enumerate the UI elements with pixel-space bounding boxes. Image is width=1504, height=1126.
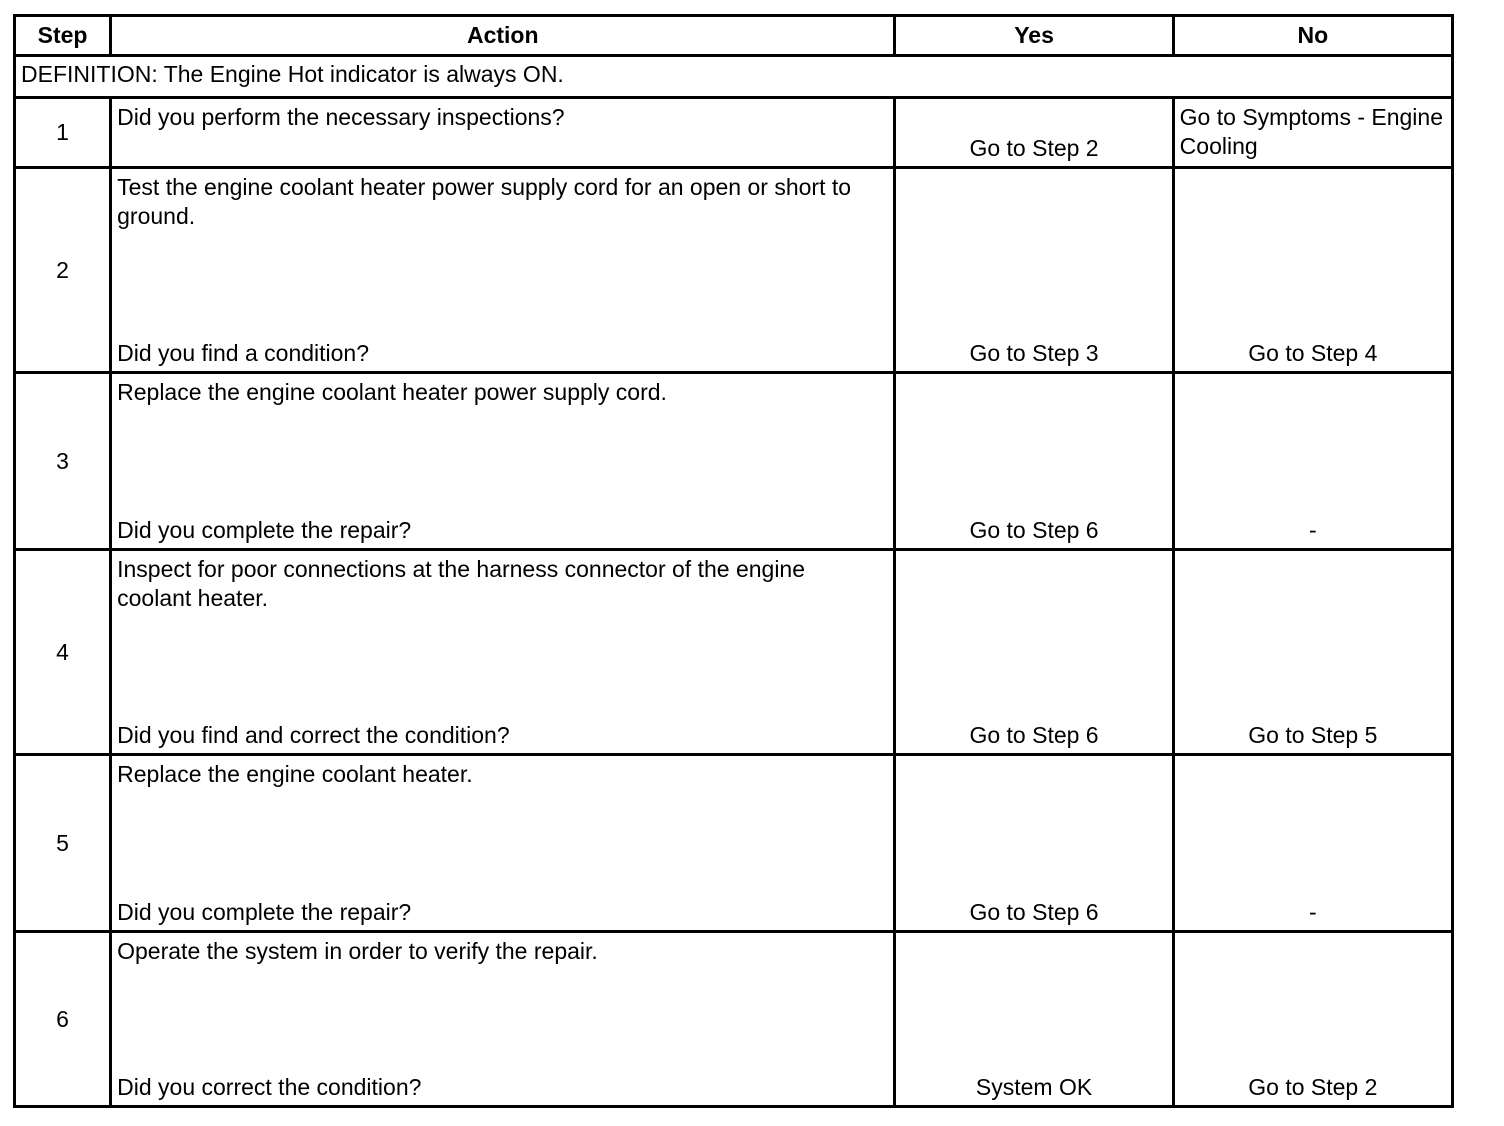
action-text: Inspect for poor connections at the harness connector of the engine coolant heater. — [117, 556, 806, 611]
no-text: Go to Symptoms - Engine Cooling — [1179, 104, 1444, 159]
header-step: Step — [15, 16, 111, 56]
no-text: Go to Step 2 — [1248, 1074, 1378, 1100]
no-cell — [1173, 550, 1452, 755]
action-text: Operate the system in order to verify the repair. — [117, 938, 598, 964]
action-text: Replace the engine coolant heater. — [117, 761, 473, 787]
action-question: Did you find and correct the condition? — [117, 722, 510, 748]
definition-text: DEFINITION: The Engine Hot indicator is always ON. — [15, 56, 1453, 98]
action-question: Did you complete the repair? — [117, 517, 412, 543]
diagnostic-table — [13, 14, 1454, 1108]
no-cell — [1173, 168, 1452, 373]
action-text: Test the engine coolant heater power supply cord for an open or short to ground. — [117, 174, 852, 229]
no-cell — [1173, 98, 1452, 168]
yes-text: Go to Step 2 — [969, 135, 1099, 161]
action-cell — [111, 755, 895, 932]
step-number: 6 — [15, 932, 111, 1107]
no-text: - — [1309, 899, 1317, 925]
action-question: Did you find a condition? — [117, 340, 370, 366]
table-row — [15, 550, 1453, 755]
no-cell — [1173, 932, 1452, 1107]
header-action: Action — [111, 16, 895, 56]
table-row — [15, 373, 1453, 550]
no-text: Go to Step 5 — [1248, 722, 1378, 748]
no-text: Go to Step 4 — [1248, 340, 1378, 366]
step-number: 1 — [15, 98, 111, 168]
yes-text: Go to Step 6 — [969, 899, 1099, 925]
action-cell — [111, 550, 895, 755]
yes-cell — [895, 755, 1173, 932]
action-cell — [111, 932, 895, 1107]
table-row — [15, 755, 1453, 932]
step-number: 4 — [15, 550, 111, 755]
yes-text: Go to Step 3 — [969, 340, 1099, 366]
yes-cell — [895, 373, 1173, 550]
yes-cell — [895, 932, 1173, 1107]
action-cell — [111, 373, 895, 550]
step-number: 5 — [15, 755, 111, 932]
table-row — [15, 932, 1453, 1107]
step-number: 3 — [15, 373, 111, 550]
definition-row — [15, 56, 1453, 98]
table-row — [15, 168, 1453, 373]
yes-cell — [895, 168, 1173, 373]
yes-text: System OK — [975, 1074, 1093, 1100]
action-question: Did you complete the repair? — [117, 899, 412, 925]
yes-text: Go to Step 6 — [969, 517, 1099, 543]
header-yes: Yes — [895, 16, 1173, 56]
step-number: 2 — [15, 168, 111, 373]
yes-text: Go to Step 6 — [969, 722, 1099, 748]
table-row — [15, 98, 1453, 168]
header-no: No — [1173, 16, 1452, 56]
header-row — [15, 16, 1453, 56]
action-text: Did you perform the necessary inspections? — [117, 104, 565, 130]
action-cell — [111, 168, 895, 373]
yes-cell — [895, 98, 1173, 168]
no-text: - — [1309, 517, 1317, 543]
action-cell — [111, 98, 895, 168]
action-text: Replace the engine coolant heater power supply cord. — [117, 379, 667, 405]
yes-cell — [895, 550, 1173, 755]
action-question: Did you correct the condition? — [117, 1074, 422, 1100]
no-cell — [1173, 755, 1452, 932]
no-cell — [1173, 373, 1452, 550]
